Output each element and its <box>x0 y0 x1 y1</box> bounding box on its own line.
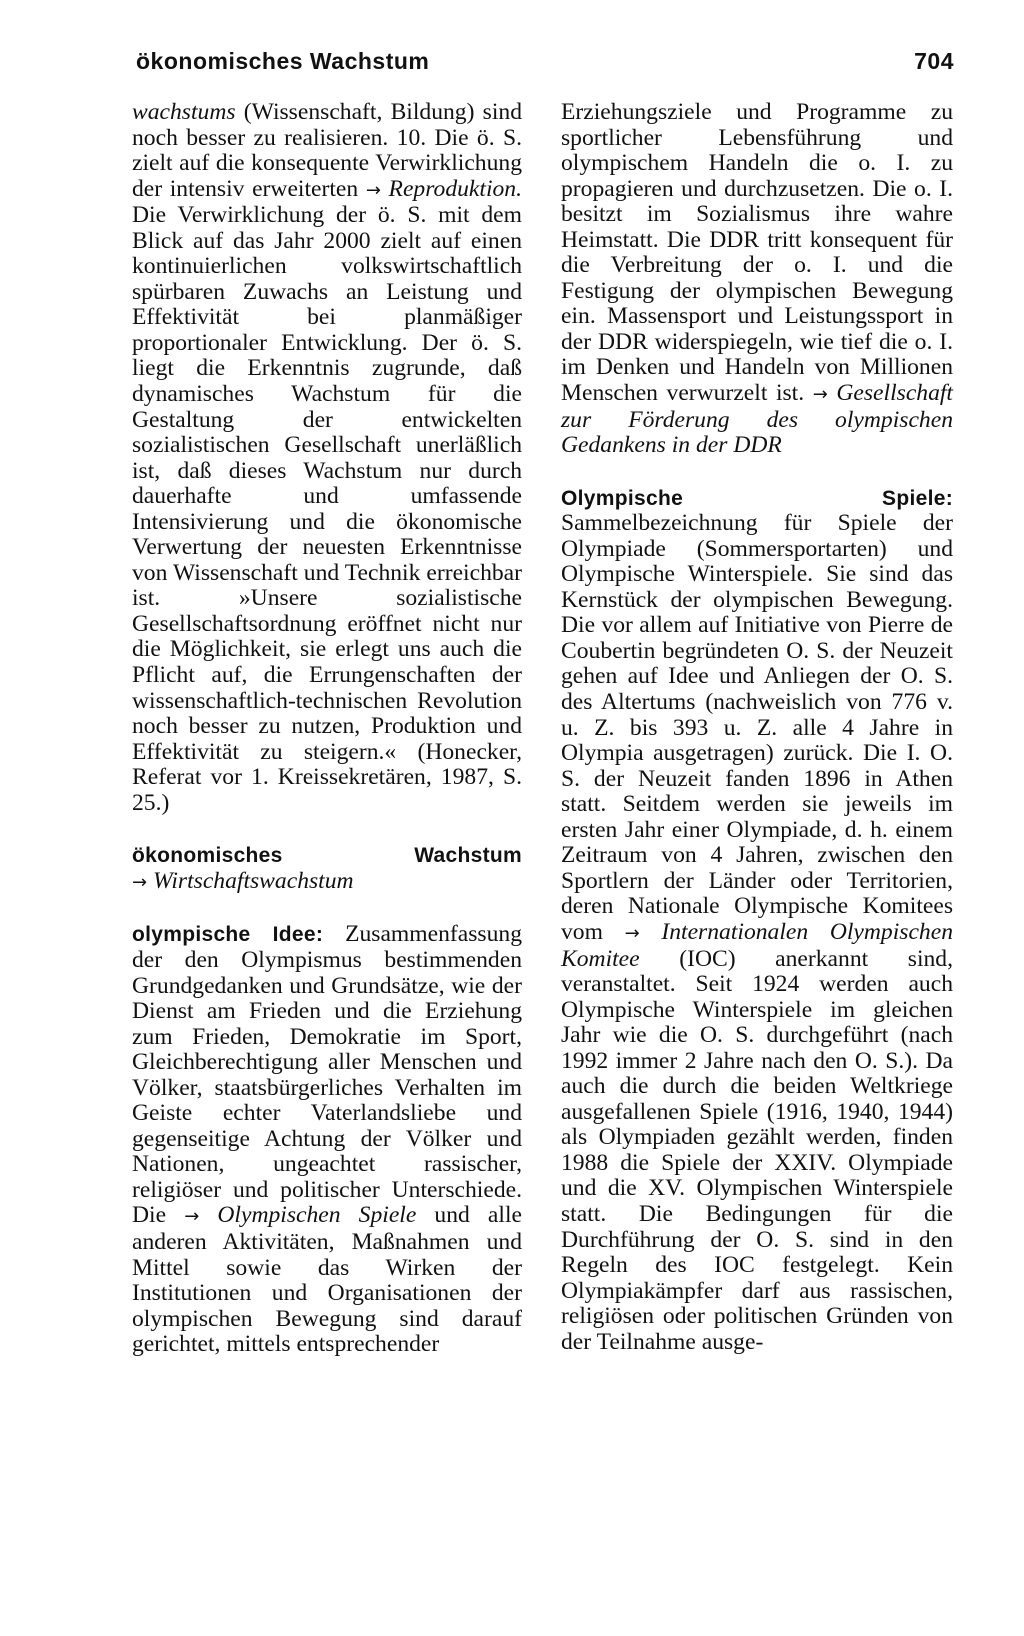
text-fragment: (IOC) anerkannt sind, veranstaltet. Seit 1924 werden auch Olympische Winterspiele im gleichen Jahr wie die O. S. durchgeführt (nach 1992 immer 2 Jahre nach den O. S.). Da auch die durch die beiden Weltkriege ausgefallenen Spiele (1916, 1940, 1944) als Olympiaden gezählt werden, finden 1988 die Spiele der XXIV. Olympiade und die XV. Olympischen Winterspiele statt. Die Bedingungen für die Durchführung der O. S. sind in den Regeln des IOC festgelegt. Kein Olympiakämpfer darf aus rassischen, religiösen oder politischen Gründen von der Teilnahme ausge- <box>561 945 953 1355</box>
cross-reference-arrow-icon: → <box>184 1206 200 1228</box>
entry-lemma: Olympische Spiele: <box>561 486 953 510</box>
right-column <box>561 100 953 1355</box>
text-fragment: Zusammenfassung der den Olympismus bestimmenden Grundgedanken und Grundsätze, wie der Dienst am Frieden und die Erziehung zum Frieden, Demokratie im Sport, Gleichberechtigung aller Menschen und Völker, staatsbürgerliches Verhalten im Geiste echter Vaterlandsliebe und gegenseitige Achtung der Völker und Nationen, ungeachtet rassischer, religiöser und politischer Unterschiede. Die <box>132 921 522 1229</box>
cross-reference-arrow-icon: → <box>812 384 828 406</box>
cross-reference-arrow-icon: → <box>365 179 381 201</box>
text-fragment: Sammelbezeichnung für Spiele der Olympiade (Sommersportarten) und Olympische Winterspiele. Sie sind das Kernstück der olympischen Bewegung. Die vor allem auf Initiative von Pierre de Coubertin begründeten O. S. der Neuzeit gehen auf Idee und Anliegen der O. S. des Altertums (nachweislich von 776 v. u. Z. bis 393 u. Z. alle 4 Jahre in Olympia ausgetragen) zurück. Die I. O. S. der Neuzeit fanden 1896 in Athen statt. Seitdem werden sie jeweils im ersten Jahr einer Olympiade, d. h. einem Zeitraum von 4 Jahren, zwischen den Sportlern der Länder oder Territorien, deren Nationale Olympische Komitees vom <box>561 510 953 945</box>
text-fragment: Erziehungsziele und Programme zu sportlicher Lebensführung und olympischem Handeln die o. I. zu propagieren und durchzusetzen. Die o. I. besitzt im Sozialismus ihre wahre Heimstatt. Die DDR tritt konsequent für die Verbreitung der o. I. und die Festigung der olympischen Bewegung ein. Massensport und Leistungssport in der DDR widerspiegeln, wie tief die o. I. im Denken und Handeln von Millionen Menschen verwurzelt ist. <box>561 99 953 407</box>
entry-heading <box>132 843 522 869</box>
italic-fragment: wachstums <box>132 99 236 125</box>
running-head <box>136 48 954 84</box>
cross-reference-link[interactable]: Internationalen Olympischen Komitee <box>561 918 953 972</box>
cross-reference-line <box>132 869 522 896</box>
text-fragment: und alle anderen Aktivitäten, Maßnahmen und Mittel sowie das Wirken der Institutionen und Organisationen der olympischen Bewegung sind darauf gerichtet, mittels entsprechender <box>132 1202 522 1358</box>
continued-entry-text <box>132 100 522 816</box>
cross-reference-link[interactable]: Wirtschaftswachstum <box>153 867 354 894</box>
left-column <box>132 100 522 1358</box>
entry-olympische-idee <box>132 922 522 1357</box>
cross-reference-link[interactable]: Gesellschaft zur Förderung des olympischen Gedankens in der DDR <box>561 380 953 459</box>
page-number: 704 <box>914 48 954 74</box>
text-fragment: (Wissenschaft, Bildung) sind noch besser zu realisieren. 10. Die ö. S. zielt auf die konsequente Verwirklichung der intensiv erweiterten <box>132 99 522 202</box>
entry-lemma: Wachstum <box>414 844 522 868</box>
cross-reference-arrow-icon: → <box>624 922 640 944</box>
running-title: ökonomisches Wachstum <box>136 48 430 74</box>
cross-reference-link[interactable]: Olympischen Spiele <box>217 1202 417 1229</box>
entry-olympische-spiele <box>561 486 953 1356</box>
text-fragment: Die Verwirklichung der ö. S. mit dem Blick auf das Jahr 2000 zielt auf einen kontinuierlichen volkswirtschaftlich spürbaren Zuwachs an Leistung und Effektivität bei planmäßiger proportionaler Entwicklung. Der ö. S. liegt die Erkenntnis zugrunde, daß dynamisches Wachstum für die Gestaltung der entwickelten sozialistischen Gesellschaft unerläßlich ist, daß dieses Wachstum nur durch dauerhafte und umfassende Intensivierung und die ökonomische Verwertung der neuesten Erkenntnisse von Wissenschaft und Technik erreichbar ist. »Unsere sozialistische Gesellschaftsordnung eröffnet nicht nur die Möglichkeit, sie erlegt uns auch die Pflicht auf, die Errungenschaften der wissenschaftlich-technischen Revolution noch besser zu nutzen, Produktion und Effektivität zu steigern.« (Honecker, Referat vor 1. Kreissekretären, 1987, S. 25.) <box>132 202 522 816</box>
entry-lemma: olympische Idee: <box>132 923 324 947</box>
cross-reference-arrow-icon: → <box>132 871 148 893</box>
entry-lemma: ökonomisches <box>132 844 283 868</box>
continued-entry-text <box>561 100 953 459</box>
cross-reference-link[interactable]: Reproduktion. <box>388 175 522 202</box>
